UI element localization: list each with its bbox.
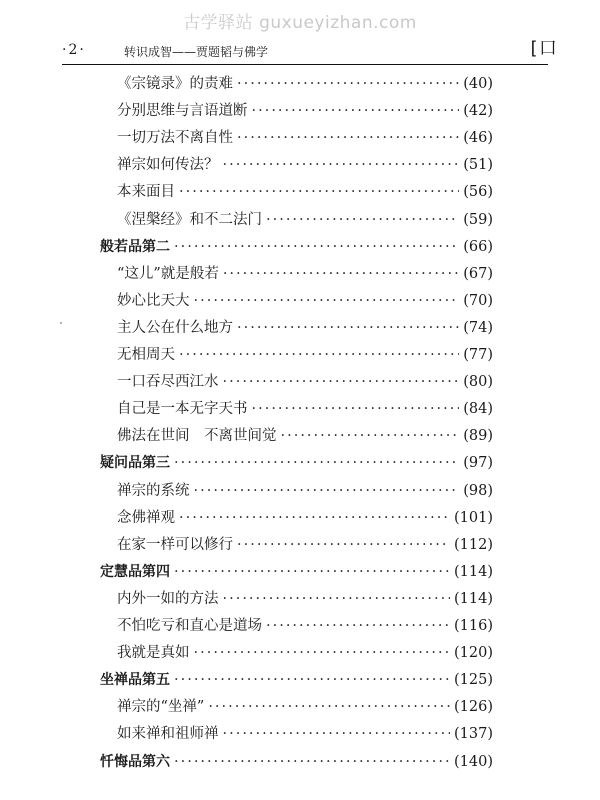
toc-entry-page: (46) xyxy=(463,130,493,147)
dot-leader xyxy=(266,615,450,637)
toc-entry-title: 《宗镜录》的责难 xyxy=(117,76,233,92)
toc-entry xyxy=(117,100,493,122)
dot-leader xyxy=(174,561,450,583)
toc-entry xyxy=(117,723,493,745)
toc-entry-page: (89) xyxy=(463,428,493,445)
toc-section-heading xyxy=(100,236,493,258)
toc-entry xyxy=(117,425,493,447)
toc-section-heading xyxy=(100,751,493,773)
running-header xyxy=(62,38,557,65)
toc-entry-page: (98) xyxy=(463,482,493,499)
site-watermark: 古学驿站 guxueyizhan.com xyxy=(183,13,417,33)
dot-leader xyxy=(179,181,459,203)
toc-entry-title: 内外一如的方法 xyxy=(117,590,219,607)
dot-leader xyxy=(281,425,460,447)
toc-entry-title: 分别思维与言语道断 xyxy=(117,103,248,120)
toc-section-heading xyxy=(100,561,493,583)
toc-entry-page: (137) xyxy=(454,726,493,743)
toc-entry-page: (74) xyxy=(463,319,493,336)
toc-entry-title: 佛法在世间 不离世间觉 xyxy=(117,428,277,445)
toc-entry-title: 在家一样可以修行 xyxy=(117,536,233,553)
toc-entry xyxy=(117,615,493,637)
toc-entry-page: (70) xyxy=(463,292,493,309)
toc-entry-title: 念佛禅观 xyxy=(117,509,175,526)
toc-entry xyxy=(117,642,493,664)
dot-leader xyxy=(252,100,460,122)
dot-leader xyxy=(223,588,451,610)
toc-entry-title: 《涅槃经》和不二法门 xyxy=(117,211,262,228)
toc-entry-page: (66) xyxy=(463,238,493,255)
toc-entry-page: (112) xyxy=(454,536,493,553)
dot-leader xyxy=(194,290,460,312)
dot-leader xyxy=(223,723,451,745)
dot-leader xyxy=(223,263,459,285)
toc-entry xyxy=(117,507,493,529)
toc-entry-title: 忏悔品第六 xyxy=(100,753,170,770)
toc-entry-title: 妙心比天大 xyxy=(117,292,190,309)
toc-entry-title: 一切万法不离自性 xyxy=(117,130,233,147)
toc-entry-page: (56) xyxy=(463,184,493,201)
toc-entry xyxy=(117,480,493,502)
toc-entry-title: 无相周天 xyxy=(117,347,175,363)
toc-entry-title: 一口吞尽西江水 xyxy=(117,374,219,391)
toc-entry xyxy=(117,154,493,176)
toc-entry-title: 不怕吃亏和直心是道场 xyxy=(117,618,262,634)
dot-leader xyxy=(223,154,460,176)
toc-entry xyxy=(117,73,493,95)
toc-entry-title: 本来面目 xyxy=(117,184,175,201)
dot-leader xyxy=(237,534,450,556)
toc-entry-page: (51) xyxy=(463,157,493,174)
toc-entry-title: 禅宗的“坐禅” xyxy=(117,699,205,716)
dot-leader xyxy=(252,398,460,420)
dot-leader xyxy=(174,751,450,773)
dot-leader xyxy=(179,344,459,366)
toc-entry xyxy=(117,696,493,718)
corner-mark: [口 xyxy=(528,38,557,59)
toc-entry-title: 疑问品第三 xyxy=(100,455,170,472)
toc-entry xyxy=(117,371,493,393)
scan-speck xyxy=(60,322,62,324)
toc-entry xyxy=(117,127,493,149)
toc-entry-page: (40) xyxy=(463,76,493,92)
toc-section-heading xyxy=(100,452,493,474)
toc-entry-title: 禅宗如何传法？ xyxy=(117,157,219,174)
toc-entry xyxy=(117,290,493,312)
toc-entry-page: (77) xyxy=(463,347,493,363)
dot-leader xyxy=(174,452,459,474)
toc-entry-page: (114) xyxy=(454,563,493,580)
toc-entry-page: (126) xyxy=(454,699,493,716)
toc-section-heading xyxy=(100,669,493,691)
toc-entry xyxy=(117,263,493,285)
toc-entry-title: 禅宗的系统 xyxy=(117,482,190,499)
page-number: ·2· xyxy=(62,42,86,58)
toc-entry-title: 般若品第二 xyxy=(100,238,170,255)
dot-leader xyxy=(237,127,459,149)
toc-entry-page: (80) xyxy=(463,374,493,391)
toc-entry-page: (97) xyxy=(463,455,493,472)
toc-entry-page: (67) xyxy=(463,265,493,282)
toc-entry-title: “这儿”就是般若 xyxy=(117,265,219,282)
dot-leader xyxy=(223,371,460,393)
toc-entry-page: (59) xyxy=(463,211,493,228)
toc-entry-page: (101) xyxy=(454,509,493,526)
toc-entry-title: 定慧品第四 xyxy=(100,563,170,580)
toc-entry-page: (114) xyxy=(454,590,493,607)
toc-entry-title: 主人公在什么地方 xyxy=(117,319,233,336)
book-title: 转识成智——贾题韬与佛学 xyxy=(124,45,269,59)
dot-leader xyxy=(194,480,460,502)
toc-entry-page: (84) xyxy=(463,401,493,418)
toc-entry-page: (116) xyxy=(454,618,493,634)
toc-entry-page: (125) xyxy=(454,672,493,689)
toc-entry-title: 如来禅和祖师禅 xyxy=(117,726,219,743)
toc-entry xyxy=(117,534,493,556)
dot-leader xyxy=(174,669,450,691)
toc-entry-page: (120) xyxy=(454,645,493,662)
dot-leader xyxy=(208,696,450,718)
toc-entry-page: (42) xyxy=(463,103,493,120)
toc-entry xyxy=(117,209,493,231)
toc-entry-title: 坐禅品第五 xyxy=(100,672,170,689)
dot-leader xyxy=(237,317,459,339)
toc-entry xyxy=(117,181,493,203)
dot-leader xyxy=(194,642,451,664)
dot-leader xyxy=(266,209,459,231)
dot-leader xyxy=(179,507,450,529)
dot-leader xyxy=(237,73,459,95)
toc-entry xyxy=(117,344,493,366)
toc-entry xyxy=(117,398,493,420)
toc-entry xyxy=(117,317,493,339)
toc-entry-page: (140) xyxy=(454,753,493,770)
dot-leader xyxy=(174,236,459,258)
toc-entry-title: 我就是真如 xyxy=(117,645,190,662)
toc-entry xyxy=(117,588,493,610)
toc-entry-title: 自己是一本无字天书 xyxy=(117,401,248,418)
